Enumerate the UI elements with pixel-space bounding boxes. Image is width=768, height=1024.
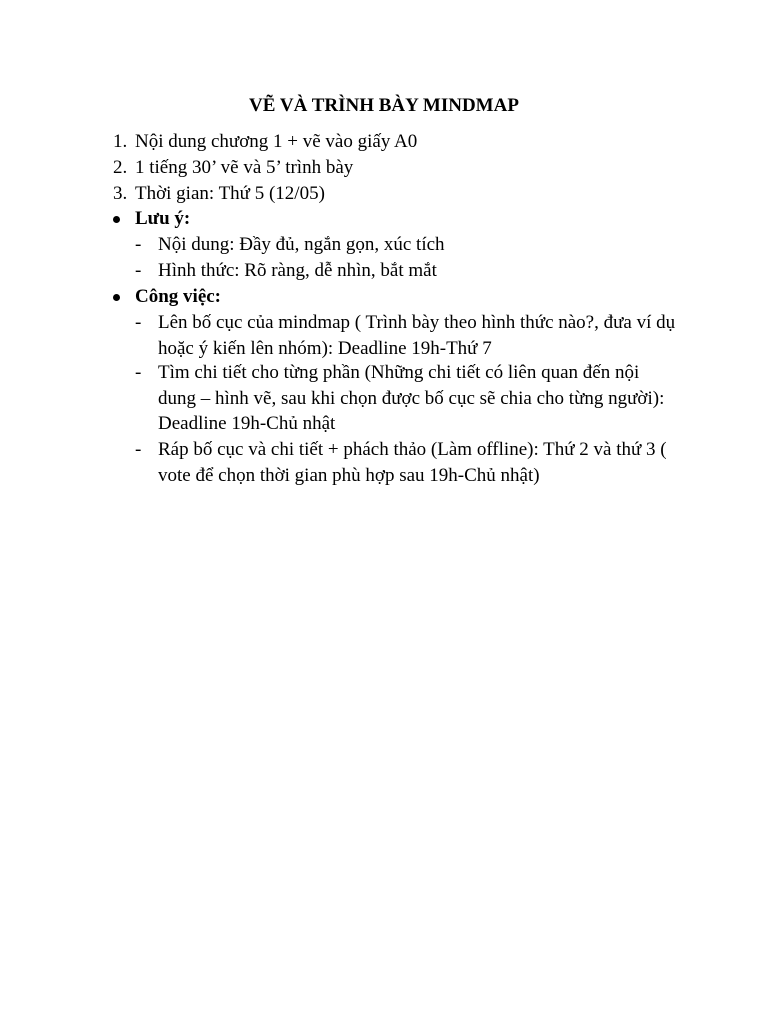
list-item-text: Tìm chi tiết cho từng phần (Những chi tiết có liên quan đến nội dung – hình vẽ, sau khi chọn được bố cục sẽ chia cho từng người): Deadline 19h-Chủ nhật [158, 362, 665, 434]
dash-marker: - [135, 234, 142, 255]
list-item-text: Lên bố cục của mindmap ( Trình bày theo hình thức nào?, đưa ví dụ hoặc ý kiến lên nhóm): Deadline 19h-Thứ 7 [158, 312, 676, 359]
dash-marker: - [135, 439, 142, 460]
list-item-text: Thời gian: Thứ 5 (12/05) [135, 183, 325, 204]
list-item-text: Ráp bố cục và chi tiết + phách thảo (Làm offline): Thứ 2 và thứ 3 ( vote để chọn thời gian phù hợp sau 19h-Chủ nhật) [158, 439, 667, 486]
list-number: 3. [113, 183, 128, 204]
list-item-text: Nội dung chương 1 + vẽ vào giấy A0 [135, 131, 418, 152]
document-title: VẼ VÀ TRÌNH BÀY MINDMAP [249, 95, 519, 116]
list-number: 2. [113, 157, 128, 178]
list-item-text: Nội dung: Đầy đủ, ngắn gọn, xúc tích [158, 234, 445, 255]
dash-marker: - [135, 362, 142, 383]
dash-marker: - [135, 312, 142, 333]
tasks-heading: Công việc: [135, 286, 222, 307]
notes-heading: Lưu ý: [135, 208, 191, 229]
list-item-text: 1 tiếng 30’ vẽ và 5’ trình bày [135, 157, 354, 178]
bullet-icon [113, 294, 120, 301]
dash-marker: - [135, 260, 142, 281]
list-number: 1. [113, 131, 128, 152]
bullet-icon [113, 216, 120, 223]
list-item-text: Hình thức: Rõ ràng, dễ nhìn, bắt mắt [158, 260, 437, 281]
